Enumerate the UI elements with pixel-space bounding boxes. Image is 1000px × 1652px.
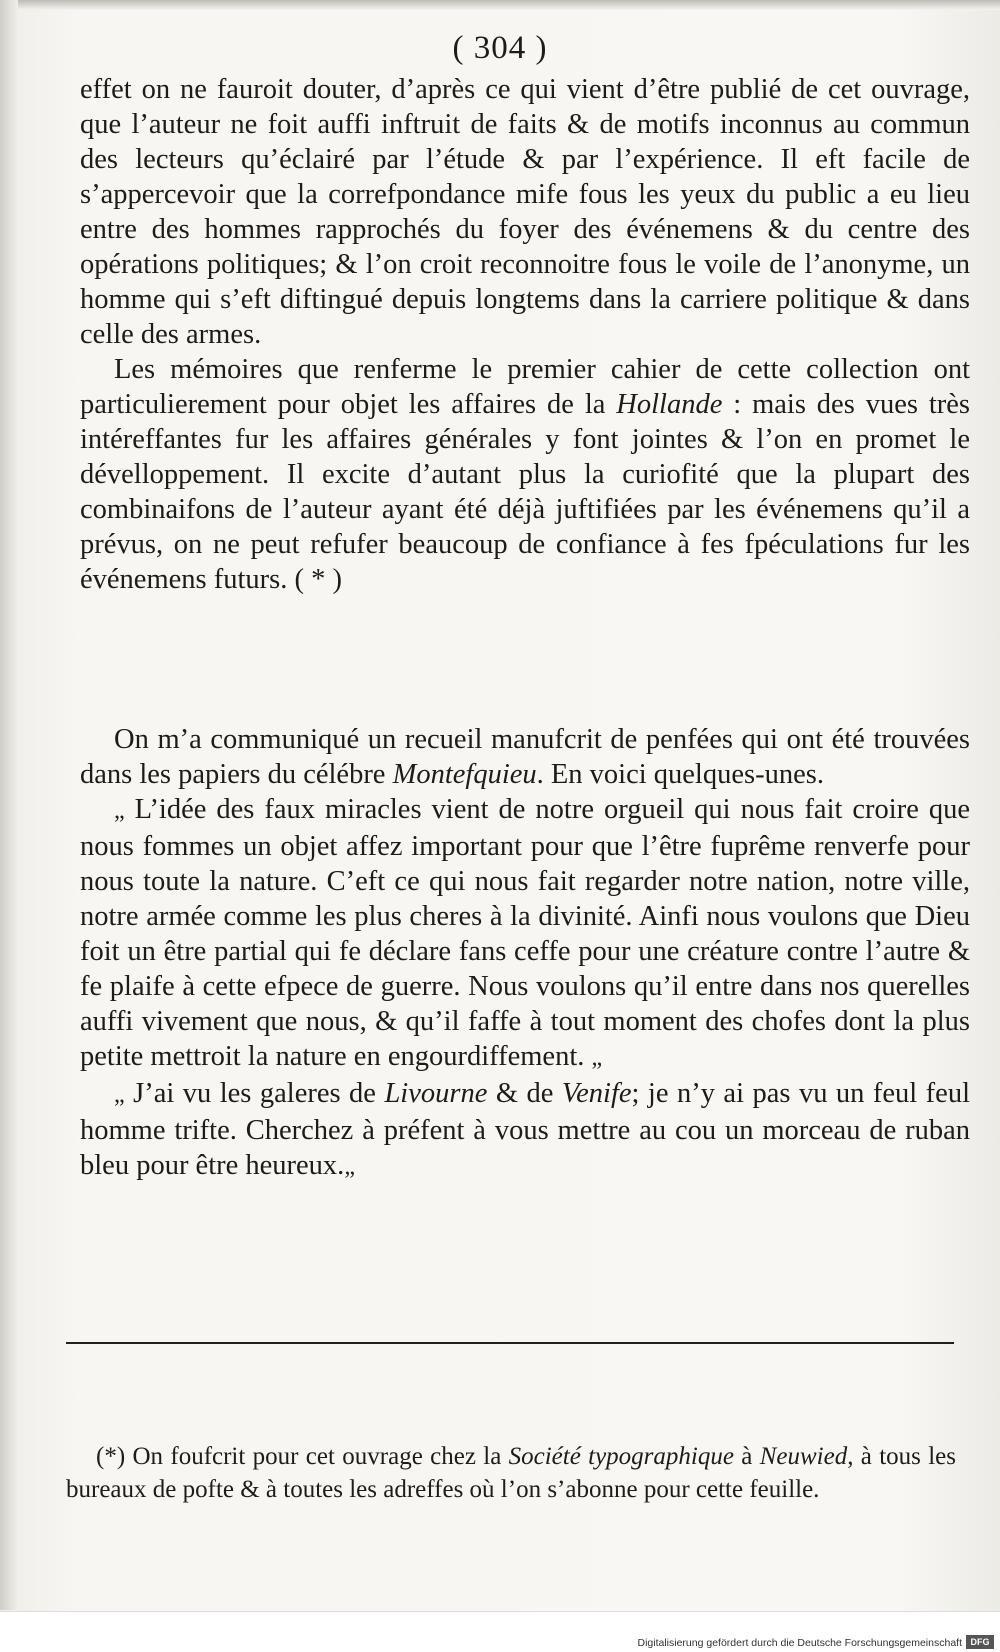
main-text-lower	[80, 722, 970, 1185]
digitization-note: Digitalisierung gefördert durch die Deutsche Forschungsgemeinschaft	[637, 1637, 962, 1649]
paragraph-continued: effet on ne fauroit douter, d’après ce qui vient d’être publié de cet ouvrage, que l’auteur ne foit auffi inftruit de faits & de motifs inconnus au commun des lecteurs qu’éclairé par l’étude & par l’expérience. Il eft facile de s’appercevoir que la correfpondance mife fous les yeux du public a eu lieu entre des hommes rapprochés du foyer des événemens & du centre des opérations politiques; & l’on croit reconnoitre fous le voile de l’anonyme, un homme qui s’eft diftingué depuis longtems dans la carriere politique & dans celle des armes.	[80, 74, 970, 350]
place-name-livourne: Livourne	[384, 1078, 488, 1109]
page-edge-top	[0, 0, 1000, 10]
quote-galeres: „ J’ai vu les galeres de Livourne & de Venife; je n’y ai pas vu un feul feul homme trifte. Cherchez à préfent à vous mettre au cou un morceau de ruban bleu pour être heureux.„	[80, 1078, 970, 1181]
page-number: ( 304 )	[452, 30, 548, 66]
dfg-logo: DFG	[966, 1635, 994, 1649]
page-edge-left	[0, 0, 18, 1610]
author-name-montesquieu: Montefquieu	[392, 759, 537, 790]
publisher-name: Société typographique	[508, 1443, 734, 1470]
footnote-divider	[66, 1342, 954, 1344]
main-text-upper	[80, 72, 970, 597]
place-name-venise: Venife	[561, 1078, 632, 1109]
quote-faux-miracles: „ L’idée des faux miracles vient de notre orgueil qui nous fait croire que nous fommes un objet affez important pour que l’être fuprême renverfe pour nous toute la nature. C’eft ce qui nous fait regarder notre nation, notre ville, notre armée comme les plus cheres à la divinité. Ainfi nous voulons que Dieu foit un être partial qui fe déclare fans ceffe pour une créature contre l’autre & fe plaife à cette efpece de guerre. Nous voulons qu’il entre dans nos querelles auffi vivement que nous, & qu’il faffe à tout moment des chofes dont la plus petite mettroit la nature en engourdiffement. „	[80, 794, 970, 1072]
paragraph-memoires: Les mémoires que renferme le premier cahier de cette collection ont particulierement pour objet les affaires de la Hollande : mais des vues très intéreffantes fur les affaires générales y font jointes & l’on en promet le dévelloppement. Il excite d’autant plus la curiofité que la plupart des combinaifons de l’auteur ayant été déjà juftifiées par les événemens qu’il a prévus, on ne peut refufer beaucoup de confiance à fes fpéculations fur les événemens futurs. ( * )	[80, 354, 970, 595]
place-name-neuwied: Neuwied	[759, 1443, 848, 1470]
footnote	[66, 1440, 956, 1506]
paragraph-montesquieu-intro: On m’a communiqué un recueil manufcrit de penfées qui ont été trouvées dans les papiers du célébre Montefquieu. En voici quelques-unes.	[80, 724, 970, 790]
place-name-hollande: Hollande	[616, 389, 723, 420]
footnote-text: (*) On foufcrit pour cet ouvrage chez la Société typographique à Neuwied, à tous les bureaux de pofte & à toutes les adreffes où l’on s’abonne pour cette feuille.	[66, 1443, 956, 1503]
